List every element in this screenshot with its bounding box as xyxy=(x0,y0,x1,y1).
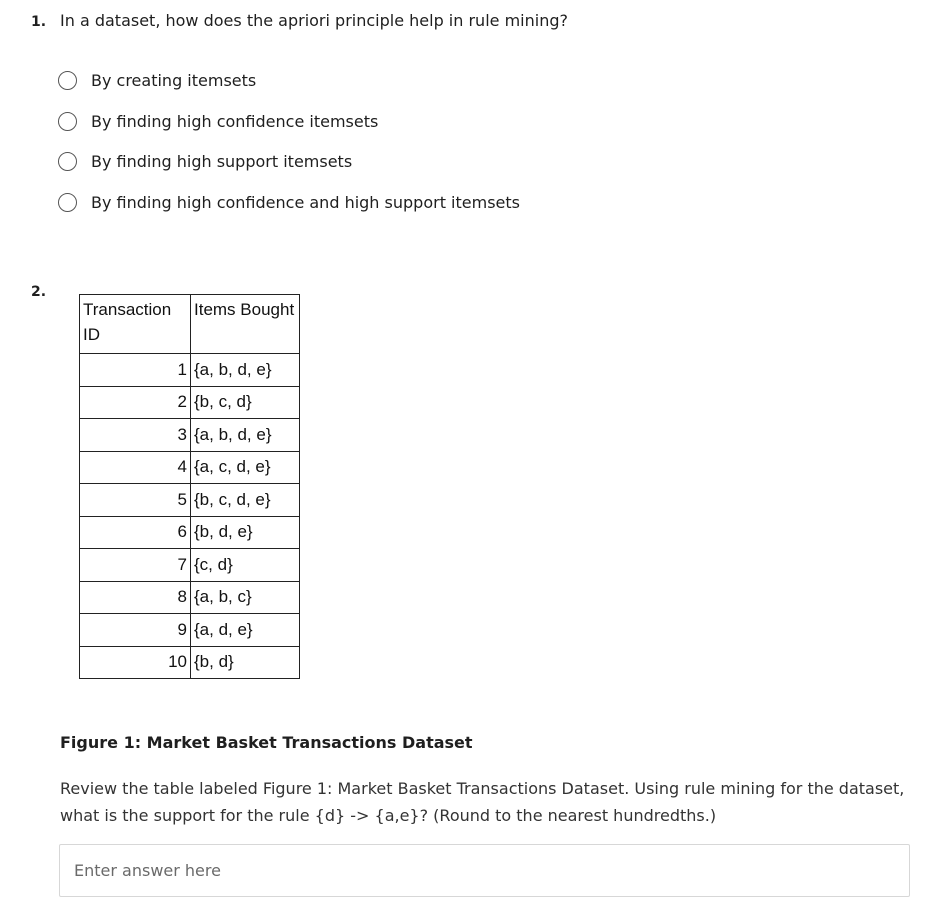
transaction-id-cell: 10 xyxy=(80,646,191,679)
transaction-id-cell: 7 xyxy=(80,549,191,582)
items-cell: {a, b, d, e} xyxy=(191,354,300,387)
items-cell: {b, d, e} xyxy=(191,516,300,549)
table-row xyxy=(80,484,300,517)
transaction-id-cell: 8 xyxy=(80,581,191,614)
question-1-number: 1. xyxy=(31,14,47,30)
table-row xyxy=(80,516,300,549)
items-cell: {a, d, e} xyxy=(191,614,300,647)
transaction-id-cell: 5 xyxy=(80,484,191,517)
radio-button[interactable] xyxy=(58,112,77,131)
option-label: By creating itemsets xyxy=(91,70,257,90)
question-1-options xyxy=(58,60,520,223)
table-row xyxy=(80,451,300,484)
option-2[interactable] xyxy=(58,101,520,142)
radio-button[interactable] xyxy=(58,71,77,90)
transaction-id-cell: 1 xyxy=(80,354,191,387)
table-row xyxy=(80,614,300,647)
table-row xyxy=(80,386,300,419)
option-label: By finding high confidence and high support itemsets xyxy=(91,192,520,212)
table-row xyxy=(80,581,300,614)
transaction-id-cell: 4 xyxy=(80,451,191,484)
transaction-id-cell: 6 xyxy=(80,516,191,549)
table-row xyxy=(80,419,300,452)
items-cell: {c, d} xyxy=(191,549,300,582)
header-transaction-id: Transaction ID xyxy=(80,295,191,354)
items-cell: {a, c, d, e} xyxy=(191,451,300,484)
question-2-prompt: Review the table labeled Figure 1: Market Basket Transactions Dataset. Using rule mining for the dataset, what is the support for the rule {d} -> {a,e}? (Round to the nearest hundredths.) xyxy=(60,779,905,825)
answer-input[interactable] xyxy=(59,844,910,897)
items-cell: {a, b, c} xyxy=(191,581,300,614)
option-label: By finding high confidence itemsets xyxy=(91,111,379,131)
items-cell: {b, c, d, e} xyxy=(191,484,300,517)
radio-button[interactable] xyxy=(58,152,77,171)
table-row xyxy=(80,354,300,387)
option-4[interactable] xyxy=(58,182,520,223)
question-1-text: In a dataset, how does the apriori principle help in rule mining? xyxy=(60,11,568,30)
transactions-table xyxy=(79,294,300,679)
option-label: By finding high support itemsets xyxy=(91,152,353,172)
table-header-row xyxy=(80,295,300,354)
table-row xyxy=(80,646,300,679)
figure-caption: Figure 1: Market Basket Transactions Dataset xyxy=(60,733,473,752)
question-2-number: 2. xyxy=(31,284,47,300)
table-row xyxy=(80,549,300,582)
option-1[interactable] xyxy=(58,60,520,101)
transaction-id-cell: 3 xyxy=(80,419,191,452)
header-items-bought: Items Bought xyxy=(191,295,300,354)
items-cell: {a, b, d, e} xyxy=(191,419,300,452)
transaction-id-cell: 2 xyxy=(80,386,191,419)
option-3[interactable] xyxy=(58,141,520,182)
radio-button[interactable] xyxy=(58,193,77,212)
items-cell: {b, d} xyxy=(191,646,300,679)
items-cell: {b, c, d} xyxy=(191,386,300,419)
transaction-id-cell: 9 xyxy=(80,614,191,647)
